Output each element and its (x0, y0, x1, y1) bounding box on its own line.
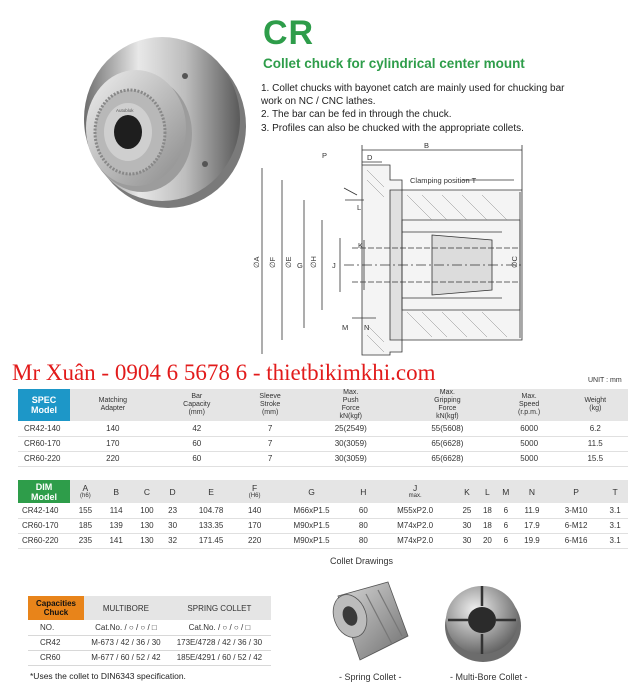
spec-col-header: Bar Capacity (mm) (156, 389, 238, 421)
cap-row (28, 650, 271, 665)
spec-cell: 11.5 (563, 436, 628, 451)
multibore-collet-image (440, 576, 526, 668)
spec-cell: 140 (70, 421, 156, 436)
spec-col-header: Max. Speed (r.p.m.) (496, 389, 563, 421)
footnote: *Uses the collet to DIN6343 specification. (30, 671, 186, 681)
label-C: ∅C (510, 256, 519, 268)
dim-cell: 155 (70, 503, 101, 518)
cap-header-label (28, 596, 84, 620)
spec-cell: 65(6628) (399, 451, 496, 466)
spec-col-header: Max. Gripping Force kN(kgf) (399, 389, 496, 421)
spec-cell: 65(6628) (399, 436, 496, 451)
label-M: M (342, 323, 349, 332)
cap-header-row (28, 596, 271, 620)
dim-cell: 3.1 (602, 533, 628, 548)
dim-row (18, 503, 628, 518)
spec-row (18, 451, 628, 466)
dim-cell: 133.35 (183, 518, 239, 533)
dim-col-header: H (353, 480, 374, 503)
note-line: 3. Profiles can also be chucked with the appropriate collets. (261, 122, 524, 134)
dim-cell: 60 (353, 503, 374, 518)
cap-cell: 173E/4728 / 42 / 36 / 30 (168, 635, 271, 650)
dim-cell: 18 (477, 518, 498, 533)
spec-cell: CR60-170 (18, 436, 70, 451)
spec-cell: 15.5 (563, 451, 628, 466)
spec-cell: 30(3059) (302, 451, 399, 466)
spec-cell: 42 (156, 421, 238, 436)
dim-col-header: K (457, 480, 478, 503)
technical-drawing (252, 140, 637, 362)
dim-col-header: D (162, 480, 183, 503)
dim-cell: 220 (239, 533, 270, 548)
dim-cell: 141 (101, 533, 132, 548)
product-photo (50, 14, 250, 224)
cap-row (28, 620, 271, 635)
spec-col-header: Sleeve Stroke (mm) (238, 389, 303, 421)
dim-cell: CR60-170 (18, 518, 70, 533)
label-K: K (358, 241, 364, 250)
dim-cell: 30 (457, 518, 478, 533)
cap-cell: M-673 / 42 / 36 / 30 (84, 635, 168, 650)
note-line: 1. Collet chucks with bayonet catch are mainly used for chucking bar (261, 83, 565, 94)
dim-col-header: N (514, 480, 550, 503)
spec-col-header: Matching Adapter (70, 389, 156, 421)
cap-cell: M-677 / 60 / 52 / 42 (84, 650, 168, 665)
photo-engraving: Autoblok (116, 108, 134, 113)
dim-col-header: B (101, 480, 132, 503)
cap-cell: Cat.No. / ○ / ○ / □ (168, 620, 271, 635)
label-H: ∅H (309, 256, 318, 268)
dim-cell: 3-M10 (550, 503, 602, 518)
dim-cell: 25 (457, 503, 478, 518)
spring-collet-label: - Spring Collet - (339, 672, 402, 682)
spec-header-row (18, 389, 628, 421)
dim-cell: 130 (132, 518, 163, 533)
cap-header-word: Chuck (43, 608, 69, 617)
dim-cell: 80 (353, 533, 374, 548)
spec-cell: 7 (238, 436, 303, 451)
dim-cell: 32 (162, 533, 183, 548)
dim-cell: 3.1 (602, 518, 628, 533)
label-E: ∅E (284, 256, 293, 268)
dim-cell: 30 (162, 518, 183, 533)
cap-cell: CR42 (28, 635, 84, 650)
spec-cell: 170 (70, 436, 156, 451)
label-N: N (364, 323, 370, 332)
product-subtitle: Collet chuck for cylindrical center mount (263, 56, 525, 71)
spec-cell: CR60-220 (18, 451, 70, 466)
dim-table (18, 480, 628, 549)
dim-col-header: T (602, 480, 628, 503)
cap-cell: NO. (28, 620, 84, 635)
spec-cell: 55(5608) (399, 421, 496, 436)
dim-cell: 30 (457, 533, 478, 548)
dim-header-word: Model (31, 491, 57, 502)
dim-cell: 100 (132, 503, 163, 518)
dim-cell: 235 (70, 533, 101, 548)
dim-cell: M74xP2.0 (374, 518, 457, 533)
dim-cell: 140 (239, 503, 270, 518)
dim-cell: CR60-220 (18, 533, 70, 548)
label-L: L (357, 203, 362, 212)
dim-cell: 20 (477, 533, 498, 548)
spec-header-word: Model (31, 405, 57, 415)
spring-collet-image (318, 574, 418, 670)
dim-cell: 17.9 (514, 518, 550, 533)
dim-row (18, 533, 628, 548)
dim-col-header: C (132, 480, 163, 503)
dim-cell: 130 (132, 533, 163, 548)
label-A: ∅A (252, 256, 261, 268)
cap-cell: 185E/4291 / 60 / 52 / 42 (168, 650, 271, 665)
label-B: B (424, 141, 430, 150)
dim-cell: CR42-140 (18, 503, 70, 518)
spec-cell: 6000 (496, 421, 563, 436)
dim-row (18, 518, 628, 533)
spec-cell: 7 (238, 451, 303, 466)
spec-row (18, 436, 628, 451)
dim-header-row (18, 480, 628, 503)
dim-cell: 6 (498, 503, 514, 518)
dim-cell: M74xP2.0 (374, 533, 457, 548)
dim-col-header: E (183, 480, 239, 503)
label-clamping: Clamping position T (410, 176, 477, 185)
dim-cell: M66xP1.5 (270, 503, 353, 518)
dim-col-header: P (550, 480, 602, 503)
dim-cell: M90xP1.5 (270, 533, 353, 548)
dim-cell: 6 (498, 518, 514, 533)
unit-label: UNIT : mm (588, 377, 622, 384)
spec-cell: 7 (238, 421, 303, 436)
spec-cell: 60 (156, 451, 238, 466)
spec-cell: 5000 (496, 436, 563, 451)
dim-cell: 18 (477, 503, 498, 518)
cap-row (28, 635, 271, 650)
spec-cell: 60 (156, 436, 238, 451)
spec-header-label (18, 389, 70, 421)
dim-cell: 19.9 (514, 533, 550, 548)
spec-cell: 30(3059) (302, 436, 399, 451)
dim-header-label (18, 480, 70, 503)
dim-col-header: M (498, 480, 514, 503)
spec-header-word: SPEC (31, 395, 57, 405)
multibore-collet-label: - Multi-Bore Collet - (450, 672, 528, 682)
spec-cell: 5000 (496, 451, 563, 466)
spec-table (18, 389, 628, 467)
spec-cell: CR42-140 (18, 421, 70, 436)
dim-cell: 104.78 (183, 503, 239, 518)
note-line: work on NC / CNC lathes. (261, 96, 376, 108)
dim-header-word: DIM (35, 481, 53, 492)
spec-col-header: Weight (kg) (563, 389, 628, 421)
cap-col-header: SPRING COLLET (168, 596, 271, 620)
label-F: ∅F (268, 256, 277, 268)
feature-notes (261, 82, 636, 135)
spec-cell: 6.2 (563, 421, 628, 436)
dim-cell: 139 (101, 518, 132, 533)
dim-col-header: L (477, 480, 498, 503)
dim-cell: 23 (162, 503, 183, 518)
dim-cell: 6-M16 (550, 533, 602, 548)
label-D: D (367, 153, 373, 162)
dim-col-header: G (270, 480, 353, 503)
product-code: CR (263, 14, 315, 52)
cap-col-header: MULTIBORE (84, 596, 168, 620)
dim-cell: 80 (353, 518, 374, 533)
dim-cell: 11.9 (514, 503, 550, 518)
note-line: 2. The bar can be fed in through the chuck. (261, 109, 452, 121)
spec-cell: 220 (70, 451, 156, 466)
spec-row (18, 421, 628, 436)
dim-cell: M90xP1.5 (270, 518, 353, 533)
collet-drawings-title: Collet Drawings (330, 556, 394, 566)
dim-cell: 3.1 (602, 503, 628, 518)
dim-cell: 171.45 (183, 533, 239, 548)
capacities-table (28, 596, 271, 666)
label-P: P (322, 151, 328, 160)
label-J: J (332, 261, 336, 270)
dim-cell: 6 (498, 533, 514, 548)
dim-col-header: A (h6) (70, 480, 101, 503)
cap-cell: Cat.No. / ○ / ○ / □ (84, 620, 168, 635)
spec-cell: 25(2549) (302, 421, 399, 436)
dim-col-header: F (H6) (239, 480, 270, 503)
dim-cell: 6-M12 (550, 518, 602, 533)
spec-col-header: Max. Push Force kN(kgf) (302, 389, 399, 421)
promo-text: Mr Xuân - 0904 6 5678 6 - thietbikimkhi.com (12, 360, 436, 385)
dim-cell: 114 (101, 503, 132, 518)
dim-cell: 170 (239, 518, 270, 533)
cap-cell: CR60 (28, 650, 84, 665)
dim-cell: 185 (70, 518, 101, 533)
cap-header-word: Capacities (35, 599, 77, 608)
label-G: G (297, 261, 303, 270)
dim-cell: M55xP2.0 (374, 503, 457, 518)
dim-col-header: J max. (374, 480, 457, 503)
